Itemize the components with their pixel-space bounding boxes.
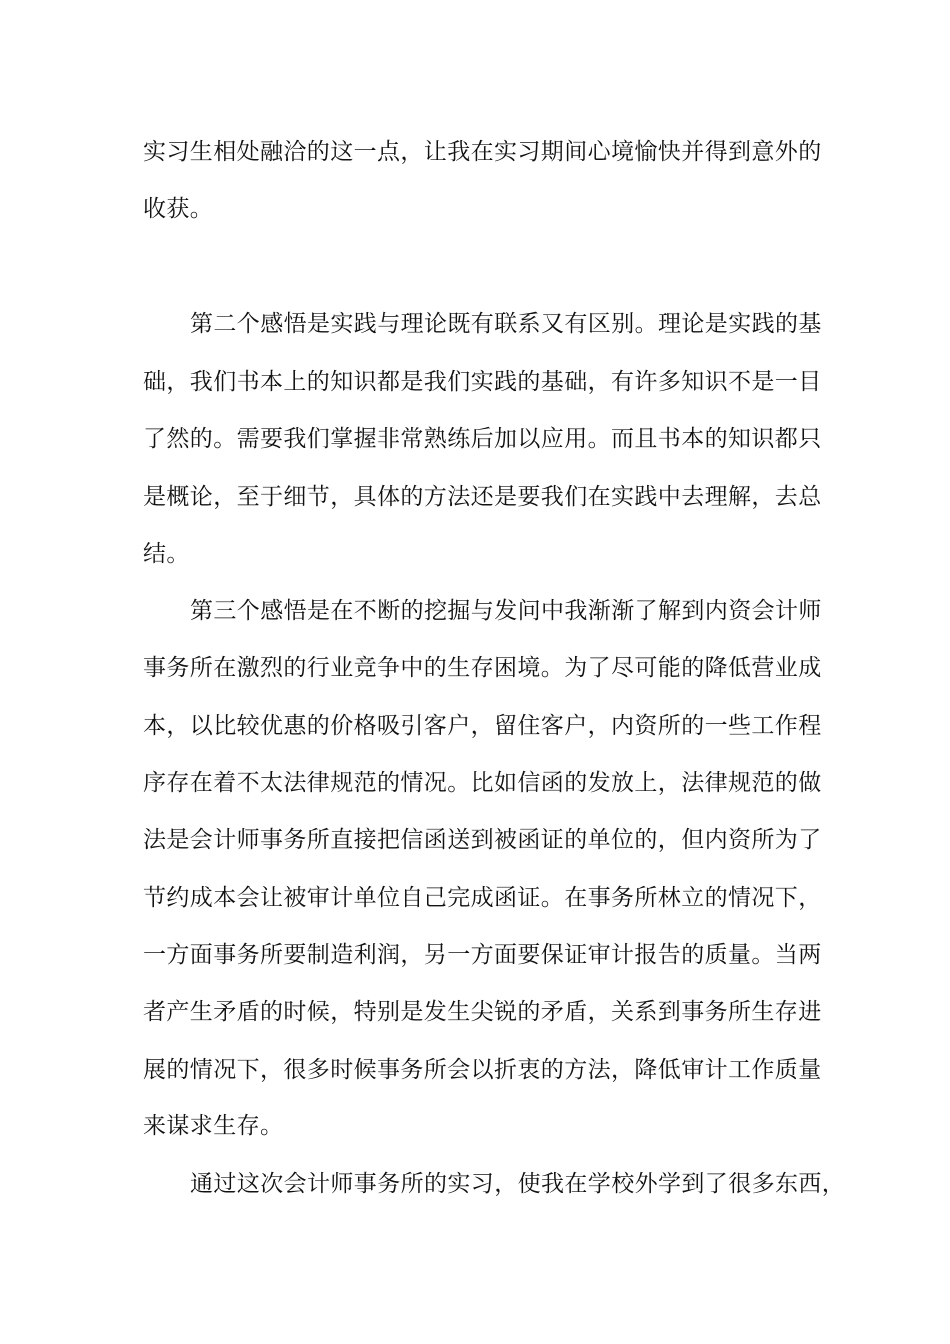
text-line: 实习生相处融洽的这一点，让我在实习期间心境愉快并得到意外的	[143, 139, 822, 165]
text-line: 本，以比较优惠的价格吸引客户，留住客户，内资所的一些工作程	[143, 713, 822, 739]
paragraph-start-line: 第三个感悟是在不断的挖掘与发问中我渐渐了解到内资会计师	[190, 598, 822, 624]
text-line: 础，我们书本上的知识都是我们实践的基础，有许多知识不是一目	[143, 369, 822, 395]
text-line: 一方面事务所要制造利润，另一方面要保证审计报告的质量。当两	[143, 942, 822, 968]
text-line: 序存在着不太法律规范的情况。比如信函的发放上，法律规范的做	[143, 770, 822, 796]
text-line: 来谋求生存。	[143, 1113, 284, 1139]
text-line: 法是会计师事务所直接把信函送到被函证的单位的，但内资所为了	[143, 827, 822, 853]
text-line: 收获。	[143, 196, 214, 222]
text-line: 者产生矛盾的时候，特别是发生尖锐的矛盾，关系到事务所生存进	[143, 999, 822, 1025]
text-line: 是概论，至于细节，具体的方法还是要我们在实践中去理解，去总	[143, 484, 822, 510]
text-line: 了然的。需要我们掌握非常熟练后加以应用。而且书本的知识都只	[143, 426, 822, 452]
text-line: 节约成本会让被审计单位自己完成函证。在事务所林立的情况下，	[143, 885, 822, 911]
text-line: 展的情况下，很多时候事务所会以折衷的方法，降低审计工作质量	[143, 1057, 822, 1083]
paragraph-start-line: 第二个感悟是实践与理论既有联系又有区别。理论是实践的基	[190, 311, 822, 337]
text-line: 事务所在激烈的行业竞争中的生存困境。为了尽可能的降低营业成	[143, 655, 822, 681]
text-line: 结。	[143, 541, 190, 567]
paragraph-start-line: 通过这次会计师事务所的实习，使我在学校外学到了很多东西，	[190, 1171, 846, 1197]
